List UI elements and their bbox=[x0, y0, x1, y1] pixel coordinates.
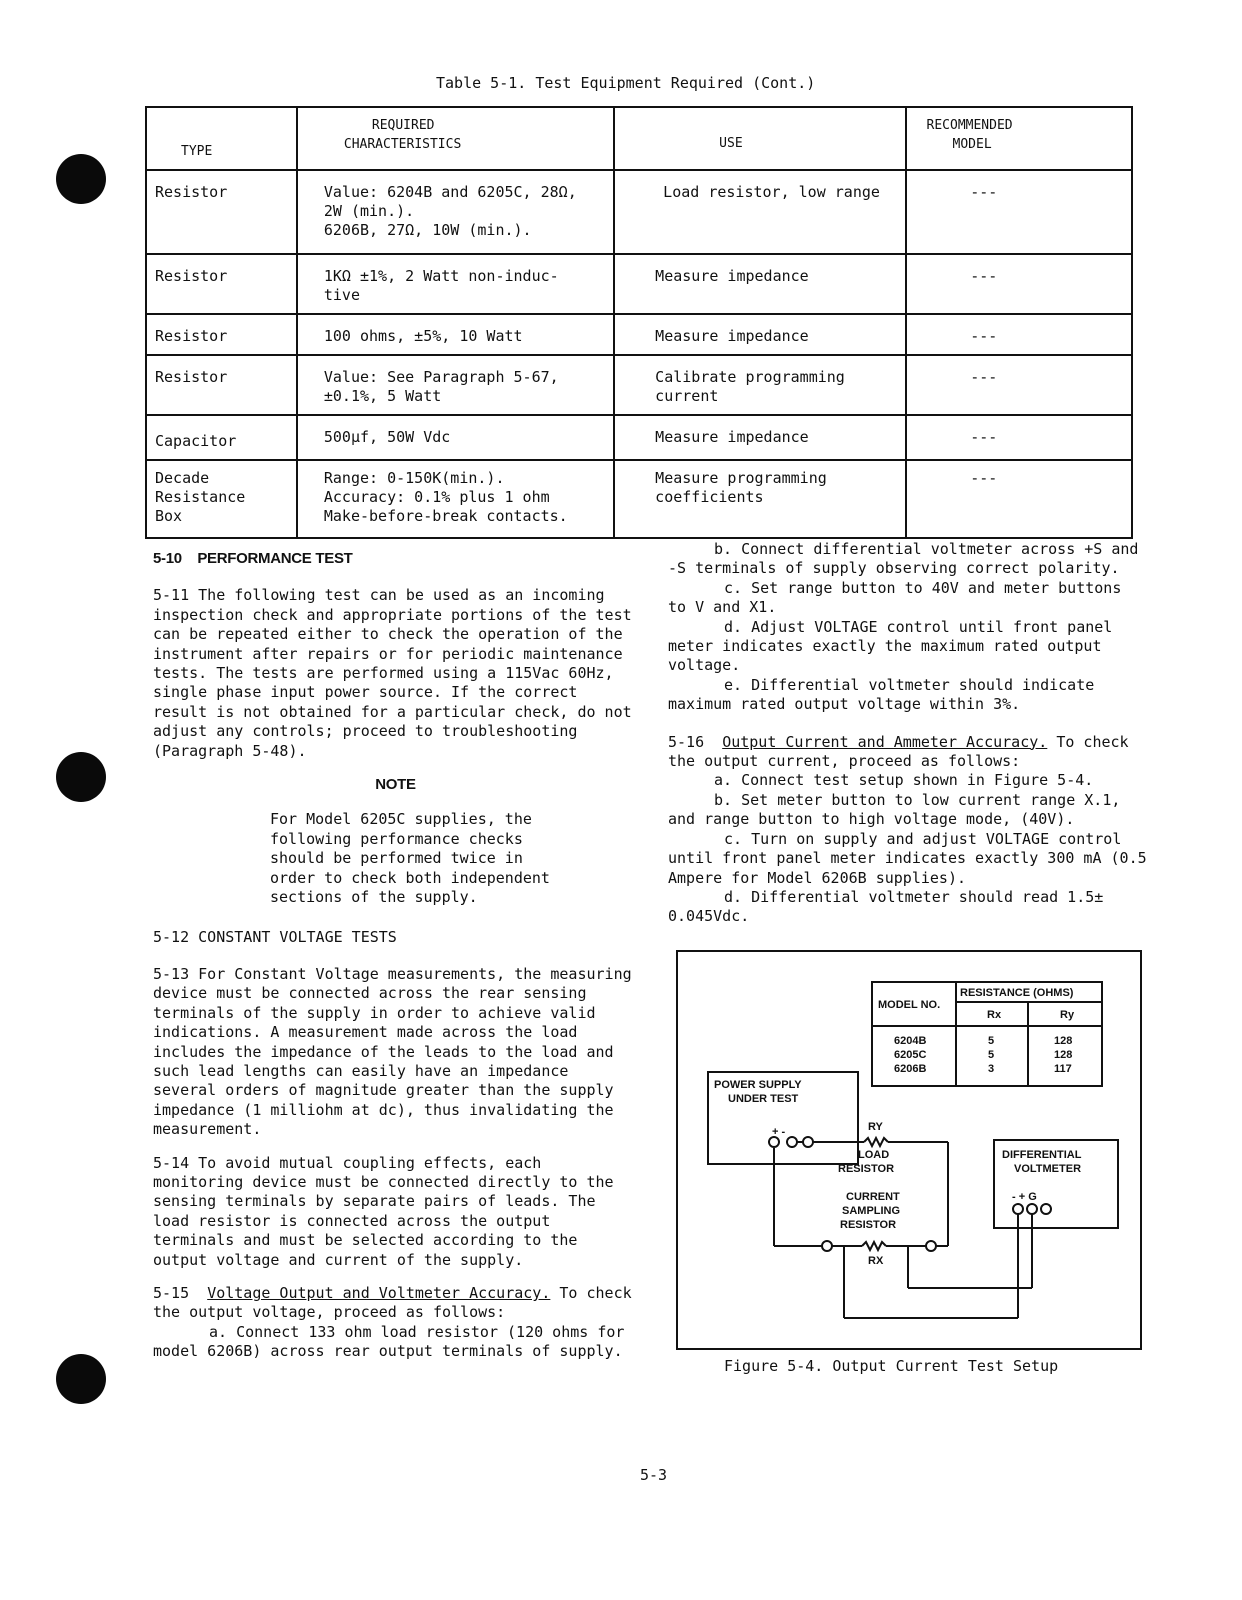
paragraph-5-15-title: Voltage Output and Voltmeter Accuracy. bbox=[207, 1284, 551, 1302]
fig-table-ry: 128 bbox=[1054, 1035, 1073, 1047]
voltmeter-label-line1: DIFFERENTIAL bbox=[1002, 1149, 1082, 1161]
cell-characteristics: 100 ohms, ±5%, 10 Watt bbox=[297, 314, 614, 355]
punch-hole-top bbox=[56, 154, 106, 204]
left-column bbox=[153, 549, 638, 1362]
cell-characteristics: Value: 6204B and 6205C, 28Ω, 2W (min.). 6206B, 27Ω, 10W (min.). bbox=[297, 170, 614, 254]
cell-model: --- bbox=[906, 170, 1132, 254]
table-row bbox=[146, 355, 1132, 415]
cell-characteristics: 1KΩ ±1%, 2 Watt non-induc- tive bbox=[297, 254, 614, 314]
step-5-15-e: e. Differential voltmeter should indicate maximum rated output voltage within 3%. bbox=[668, 675, 1095, 714]
paragraph-5-13: 5-13 For Constant Voltage measurements, the measuring device must be connected across the rear sensing terminals of the supply in order to achieve valid indications. A measurement made across the load includes the impedance of the leads to the load and such lead lengths can easily have an impedance several orders of magnitude greater than the supply impedance (1 milliohm at dc), thus invalidating the measurement. bbox=[153, 964, 632, 1139]
voltmeter-terminal-labels: - + G bbox=[1012, 1191, 1037, 1203]
cell-model: --- bbox=[906, 314, 1132, 355]
header-model: RECOMMENDED MODEL bbox=[906, 107, 1132, 170]
step-5-16-b: b. Set meter button to low current range X.1, and range button to high voltage mode, (40V). bbox=[668, 790, 1121, 829]
psu-label-line1: POWER SUPPLY bbox=[714, 1079, 802, 1091]
figure-caption: Figure 5-4. Output Current Test Setup bbox=[724, 1357, 1059, 1375]
punch-hole-middle bbox=[56, 752, 106, 802]
paragraph-5-16: 5-16 Output Current and Ammeter Accuracy. To check the output current, proceed as follows: bbox=[668, 732, 1129, 771]
fig-table-header-model: MODEL NO. bbox=[878, 999, 941, 1011]
table-row bbox=[146, 314, 1132, 355]
cell-type: Resistor bbox=[146, 314, 297, 355]
cell-use: Calibrate programming current bbox=[614, 355, 905, 415]
load-resistor-label-line2: RESISTOR bbox=[838, 1163, 895, 1175]
sampling-resistor-label-line3: RESISTOR bbox=[840, 1219, 897, 1231]
sampling-resistor-label-line2: SAMPLING bbox=[842, 1205, 901, 1217]
step-5-15-a: a. Connect 133 ohm load resistor (120 ohms for model 6206B) across rear output terminals of supply. bbox=[153, 1322, 625, 1361]
psu-terminal-labels: + - bbox=[772, 1126, 786, 1138]
fig-table-col-rx: Rx bbox=[987, 1009, 1002, 1021]
section-heading: 5-10 PERFORMANCE TEST bbox=[153, 550, 353, 567]
fig-table-header-resistance: RESISTANCE (OHMS) bbox=[960, 987, 1074, 999]
header-use: USE bbox=[614, 107, 905, 170]
paragraph-5-11: 5-11 The following test can be used as an incoming inspection check and appropriate portions of the test can be repeated either to check the operation of the instrument after repairs or for periodic maintenance tests. The tests are performed using a 115Vac 60Hz, single phase input power source. If the correct result is not obtained for a particular check, do not adjust any controls; proceed to troubleshooting (Paragraph 5-48). bbox=[153, 586, 632, 760]
fig-table-rx: 3 bbox=[988, 1063, 995, 1075]
fig-table-model: 6205C bbox=[894, 1049, 927, 1061]
fig-table-model: 6206B bbox=[894, 1063, 927, 1075]
cell-type: Resistor bbox=[146, 254, 297, 314]
cell-model: --- bbox=[906, 254, 1132, 314]
table-header-row bbox=[146, 107, 1132, 170]
cell-type: Decade Resistance Box bbox=[146, 460, 297, 538]
punch-hole-bottom bbox=[56, 1354, 106, 1404]
cell-characteristics: 500µf, 50W Vdc bbox=[297, 415, 614, 460]
test-equipment-table bbox=[145, 106, 1133, 539]
cell-use: Measure impedance bbox=[614, 314, 905, 355]
note-title: NOTE bbox=[375, 776, 416, 794]
step-5-16-a: a. Connect test setup shown in Figure 5-4. bbox=[714, 771, 1094, 790]
figure-output-current-test-setup bbox=[676, 950, 1142, 1350]
paragraph-5-15: 5-15 Voltage Output and Voltmeter Accuracy. To check the output voltage, proceed as follows: bbox=[153, 1284, 632, 1322]
cell-characteristics: Range: 0-150K(min.). Accuracy: 0.1% plus 1 ohm Make-before-break contacts. bbox=[297, 460, 614, 538]
header-characteristics: REQUIRED CHARACTERISTICS bbox=[297, 107, 614, 170]
table-row bbox=[146, 460, 1132, 538]
cell-use: Measure impedance bbox=[614, 254, 905, 314]
cell-use: Measure impedance bbox=[614, 415, 905, 460]
cell-type: Capacitor bbox=[146, 415, 297, 460]
cell-model: --- bbox=[906, 355, 1132, 415]
cell-type: Resistor bbox=[146, 355, 297, 415]
paragraph-5-14: 5-14 To avoid mutual coupling effects, each monitoring device must be connected directly to the sensing terminals by separate pairs of leads. The load resistor is connected across the output terminals and must be selected according to the output voltage and current of the supply. bbox=[153, 1153, 614, 1269]
step-5-15-d: d. Adjust VOLTAGE control until front panel meter indicates exactly the maximum rated output voltage. bbox=[668, 617, 1113, 675]
step-5-15-b: b. Connect differential voltmeter across +S and -S terminals of supply observing correct polarity. bbox=[668, 540, 1139, 578]
step-5-16-c: c. Turn on supply and adjust VOLTAGE control until front panel meter indicates exactly 300 mA (0.5 Ampere for Model 6206B supplies). bbox=[668, 829, 1147, 887]
fig-table-rx: 5 bbox=[988, 1049, 995, 1061]
paragraph-5-16-title: Output Current and Ammeter Accuracy. bbox=[722, 732, 1048, 751]
fig-table-ry: 128 bbox=[1054, 1049, 1073, 1061]
table-row bbox=[146, 415, 1132, 460]
section-heading-constant-voltage: 5-12 CONSTANT VOLTAGE TESTS bbox=[153, 927, 397, 946]
rx-label: RX bbox=[868, 1255, 884, 1267]
note-text: For Model 6205C supplies, the following performance checks should be performed twice in order to check both independent sections of the supply. bbox=[270, 810, 550, 907]
ry-label: RY bbox=[868, 1121, 883, 1133]
psu-label-line2: UNDER TEST bbox=[728, 1093, 799, 1105]
table-caption: Table 5-1. Test Equipment Required (Cont.) bbox=[436, 74, 816, 92]
circuit-diagram bbox=[678, 952, 1140, 1348]
table-row bbox=[146, 170, 1132, 254]
load-resistor-label-line1: LOAD bbox=[858, 1149, 890, 1161]
cell-use: Measure programming coefficients bbox=[614, 460, 905, 538]
right-column bbox=[668, 540, 1148, 927]
fig-table-ry: 117 bbox=[1054, 1063, 1072, 1075]
fig-table-col-ry: Ry bbox=[1060, 1009, 1075, 1021]
cell-use: Load resistor, low range bbox=[614, 170, 905, 254]
cell-characteristics: Value: See Paragraph 5-67, ±0.1%, 5 Watt bbox=[297, 355, 614, 415]
cell-model: --- bbox=[906, 460, 1132, 538]
voltmeter-label-line2: VOLTMETER bbox=[1014, 1163, 1082, 1175]
fig-table-model: 6204B bbox=[894, 1035, 927, 1047]
table-row bbox=[146, 254, 1132, 314]
sampling-resistor-label-line1: CURRENT bbox=[846, 1191, 900, 1203]
step-5-16-d: d. Differential voltmeter should read 1.5± 0.045Vdc. bbox=[668, 887, 1104, 926]
header-type: TYPE bbox=[146, 107, 297, 170]
cell-model: --- bbox=[906, 415, 1132, 460]
fig-table-rx: 5 bbox=[988, 1035, 995, 1047]
step-5-15-c: c. Set range button to 40V and meter buttons to V and X1. bbox=[668, 578, 1122, 617]
cell-type: Resistor bbox=[146, 170, 297, 254]
page-number: 5-3 bbox=[640, 1466, 668, 1484]
